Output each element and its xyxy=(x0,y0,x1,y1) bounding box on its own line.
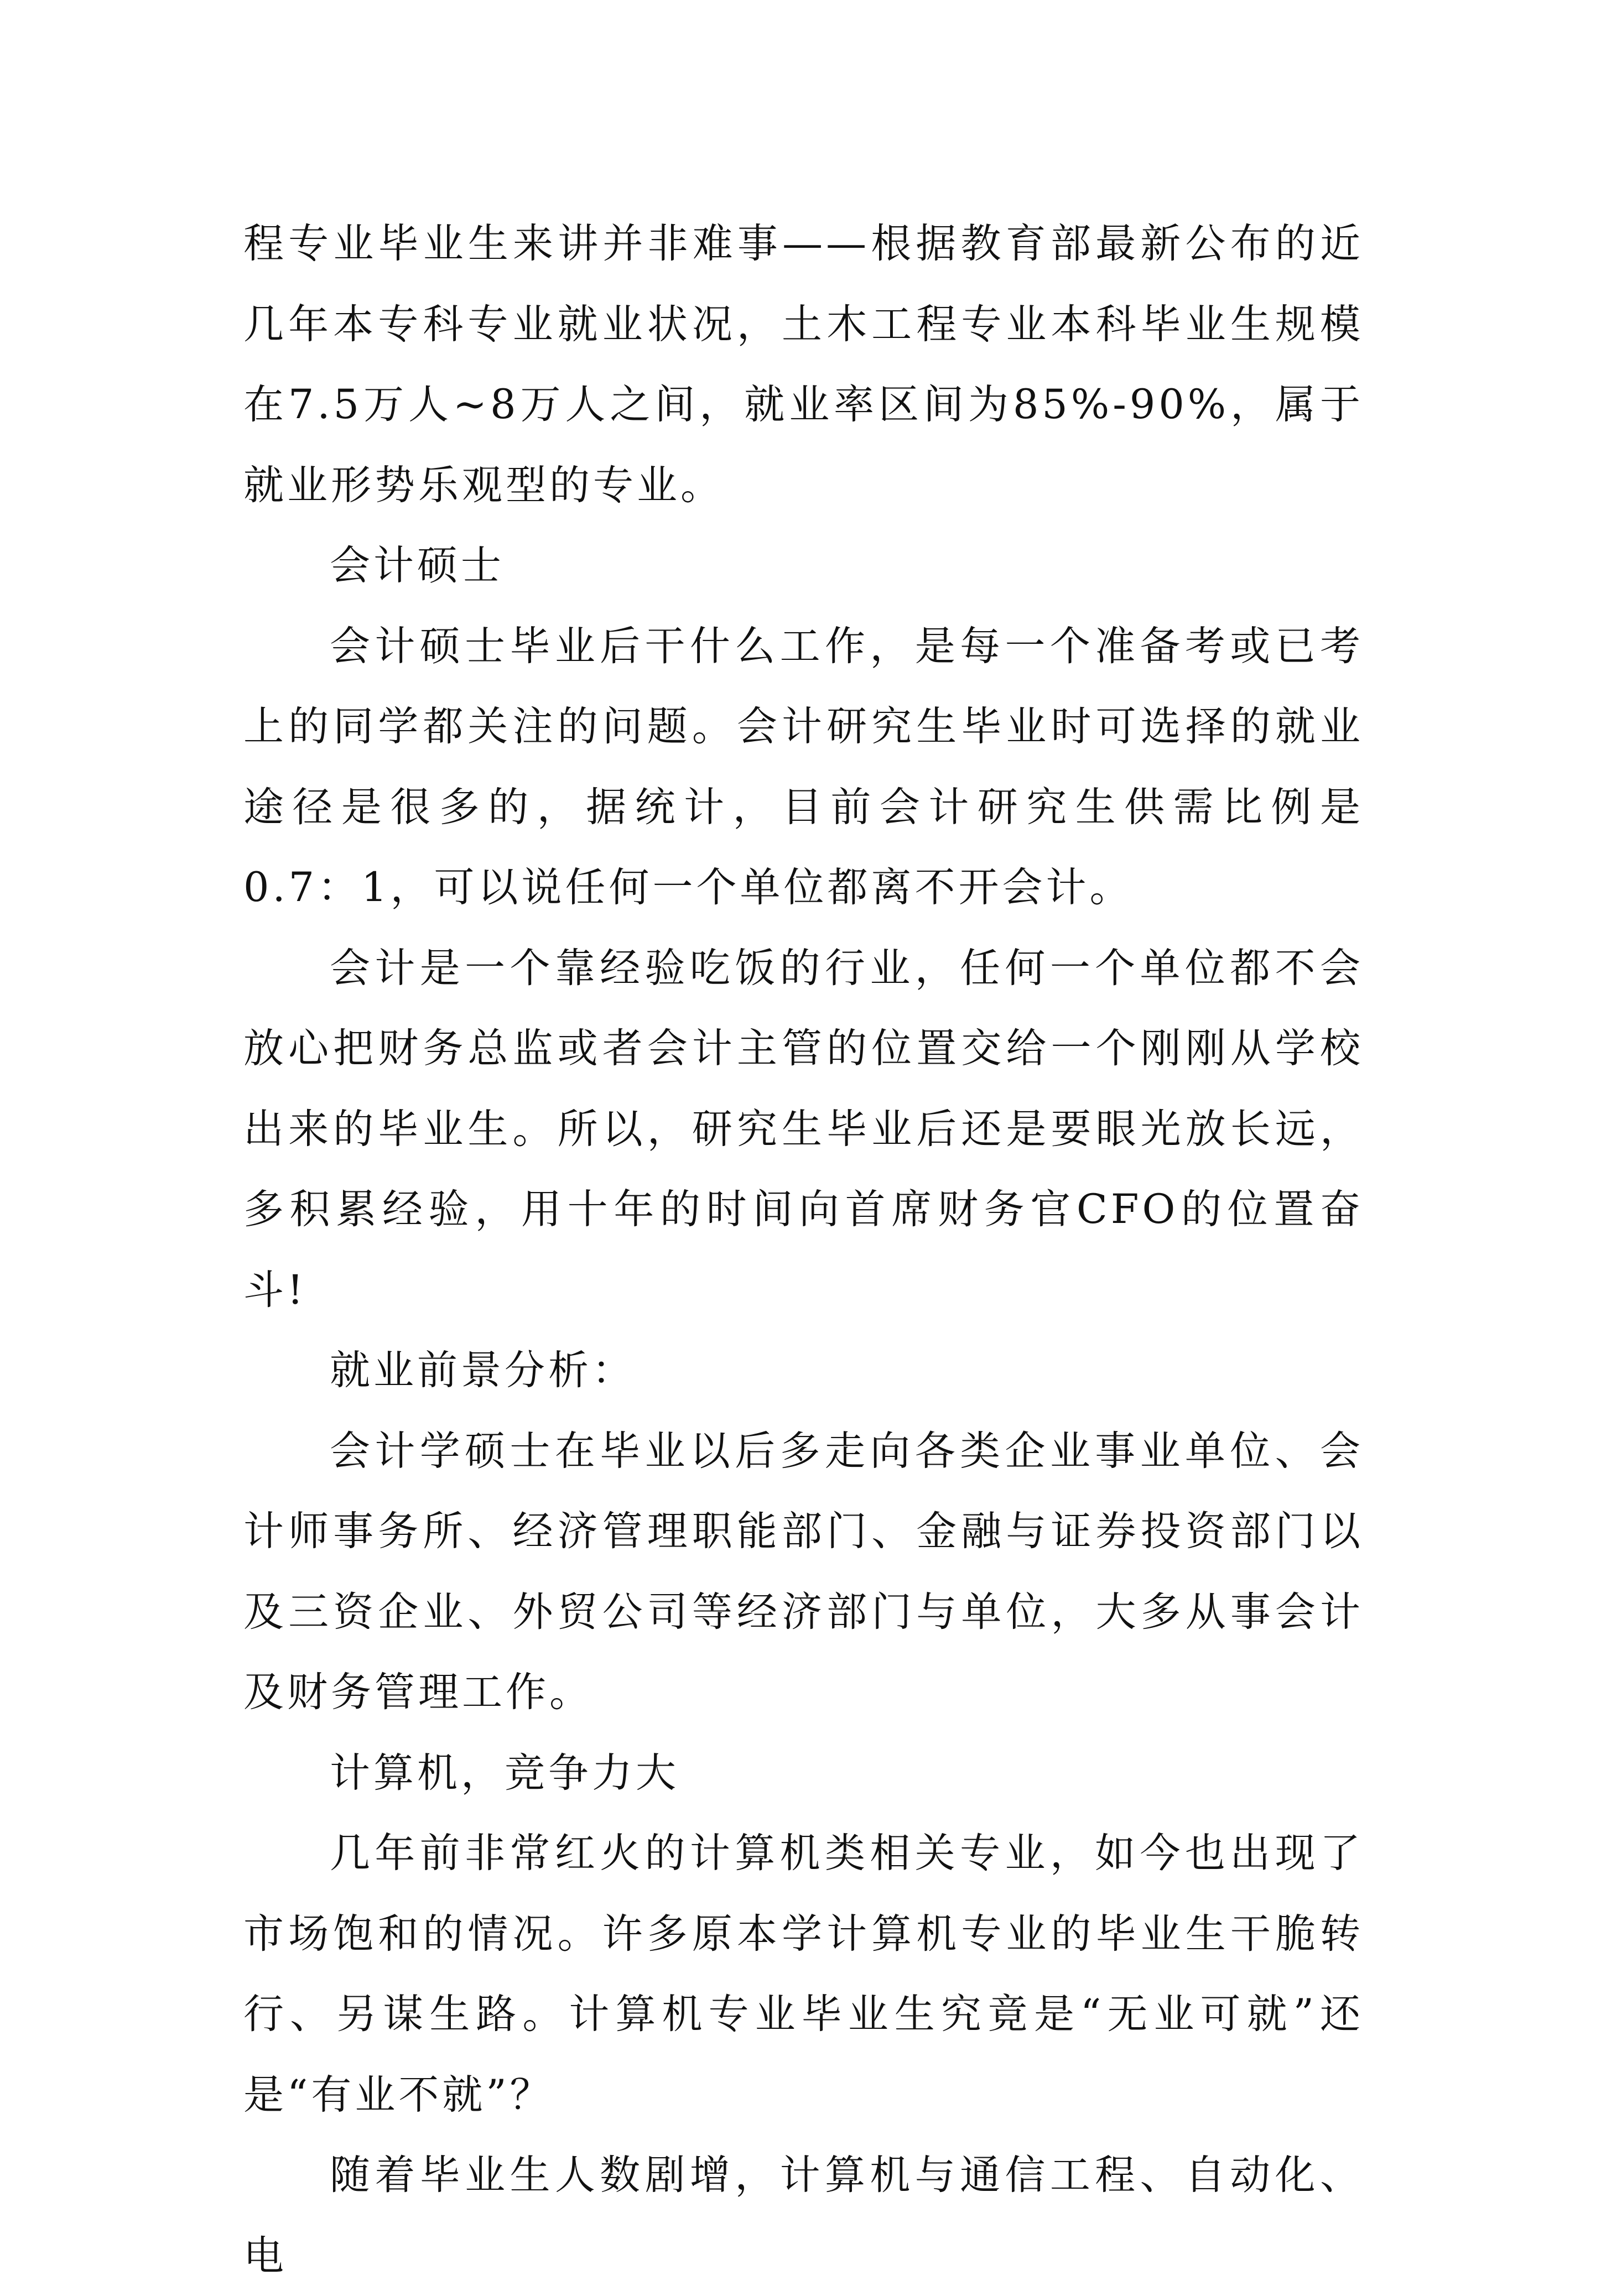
section-heading: 会计硕士 xyxy=(330,542,505,589)
paragraph: 会计学硕士在毕业以后多走向各类企业事业单位、会计师事务所、经济管理职能部门、金融与证券投资部门以及三资企业、外贸公司等经济部门与单位，大多从事会计及财务管理工作。 xyxy=(243,1427,1364,1716)
paragraph: 几年前非常红火的计算机类相关专业，如今也出现了市场饱和的情况。许多原本学计算机专业的毕业生干脆转行、另谋生路。计算机专业毕业生究竟是“无业可就”还是“有业不就”？ xyxy=(243,1830,1364,2118)
paragraph: 会计硕士毕业后干什么工作，是每一个准备考或已考上的同学都关注的问题。会计研究生毕业时可选择的就业途径是很多的，据统计，目前会计研究生供需比例是0.7：1，可以说任何一个单位都离不开会计。 xyxy=(243,622,1364,911)
paragraph: 会计是一个靠经验吃饭的行业，任何一个单位都不会放心把财务总监或者会计主管的位置交给一个刚刚从学校出来的毕业生。所以，研究生毕业后还是要眼光放长远，多积累经验，用十年的时间向首席财务官CFO的位置奋斗! xyxy=(243,944,1364,1314)
section-heading: 就业前景分析： xyxy=(330,1347,636,1394)
paragraph: 随着毕业生人数剧增，计算机与通信工程、自动化、电 xyxy=(243,2152,1364,2279)
paragraph: 程专业毕业生来讲并非难事——根据教育部最新公布的近几年本专科专业就业状况，土木工程专业本科毕业生规模在7.5万人~8万人之间，就业率区间为85%-90%，属于就业形势乐观型的专业。 xyxy=(243,220,1364,509)
document-body xyxy=(243,204,1364,2296)
section-heading: 计算机，竞争力大 xyxy=(330,1749,679,1797)
